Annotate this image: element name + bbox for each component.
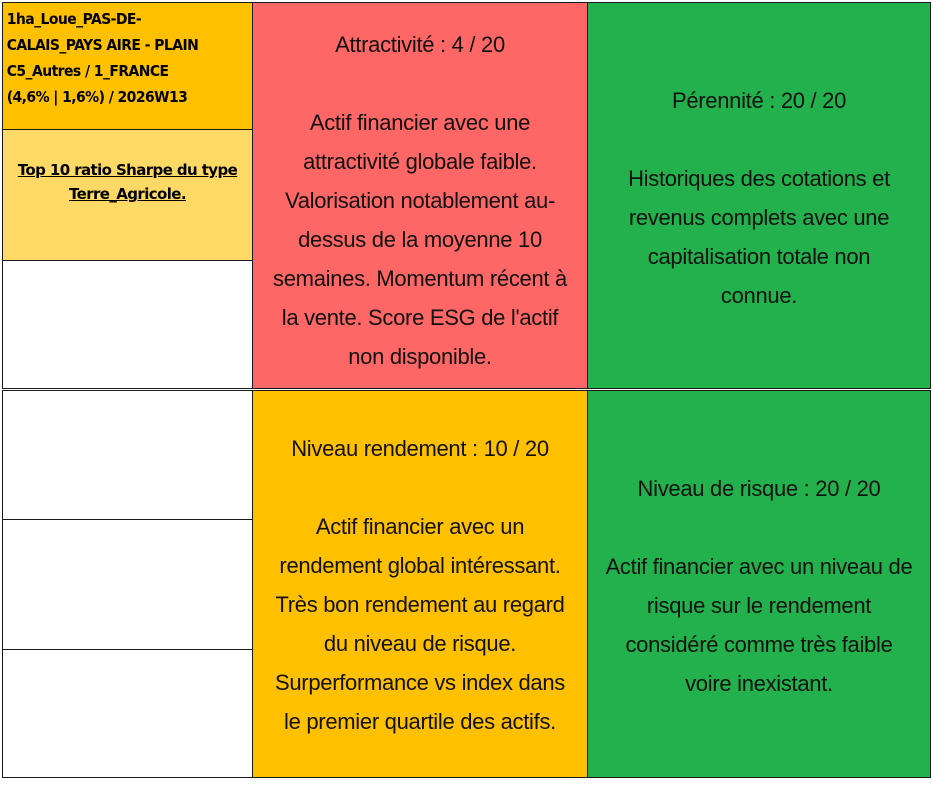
asset-title-line: C5_Autres / 1_FRANCE [6, 62, 169, 80]
attractivite-score: Attractivité : 4 / 20 [335, 32, 505, 57]
empty-cell [2, 649, 253, 778]
perennite-card [587, 2, 931, 389]
attractivite-line: la vente. Score ESG de l'actif [281, 305, 559, 330]
attractivite-description [253, 103, 587, 376]
risque-card [587, 390, 931, 778]
perennite-line: capitalisation totale non [647, 244, 871, 269]
rendement-line: Très bon rendement au regard [275, 592, 565, 617]
empty-cell [2, 519, 253, 650]
asset-title-cell [2, 2, 253, 130]
risque-score: Niveau de risque : 20 / 20 [637, 476, 881, 501]
risque-description [588, 547, 930, 703]
attractivite-line: semaines. Momentum récent à [273, 266, 567, 291]
asset-title-line: (4,6% | 1,6%) / 2026W13 [6, 88, 188, 106]
risque-content [588, 469, 930, 703]
risque-line: Actif financier avec un niveau de [605, 554, 913, 579]
attractivite-card [252, 2, 588, 389]
asset-title-line: CALAIS_PAYS AIRE - PLAIN [6, 36, 199, 54]
attractivite-line: non disponible. [348, 344, 492, 369]
rendement-line: rendement global intéressant. [279, 553, 561, 578]
perennite-score: Pérennité : 20 / 20 [671, 88, 847, 113]
perennite-line: revenus complets avec une [628, 205, 890, 230]
ranking-link[interactable] [3, 130, 252, 206]
perennite-content [588, 81, 930, 315]
ranking-link-line[interactable]: Terre_Agricole. [69, 185, 186, 203]
attractivite-content [253, 25, 587, 376]
rendement-line: Actif financier avec un [315, 514, 525, 539]
attractivite-line: Valorisation notablement au- [284, 188, 556, 213]
asset-title [3, 3, 235, 110]
risque-line: risque sur le rendement [646, 593, 872, 618]
perennite-line: Historiques des cotations et [628, 166, 890, 191]
risque-line: considéré comme très faible [625, 632, 893, 657]
rendement-line: du niveau de risque. [323, 631, 517, 656]
attractivite-line: Actif financier avec une [309, 110, 531, 135]
perennite-description [588, 159, 930, 315]
perennite-line: connue. [720, 283, 798, 308]
attractivite-line: dessus de la moyenne 10 [298, 227, 542, 252]
risque-line: voire inexistant. [685, 671, 833, 696]
attractivite-line: attractivité globale faible. [303, 149, 537, 174]
rendement-description [253, 507, 587, 741]
rendement-line: le premier quartile des actifs. [284, 709, 556, 734]
ranking-link-line[interactable]: Top 10 ratio Sharpe du type [17, 161, 238, 179]
ranking-link-cell [2, 129, 253, 261]
rendement-content [253, 429, 587, 741]
rendement-card [252, 390, 588, 778]
empty-cell [2, 390, 253, 520]
asset-title-line: 1ha_Loue_PAS-DE- [6, 10, 142, 28]
rendement-line: Surperformance vs index dans [275, 670, 565, 695]
rendement-score: Niveau rendement : 10 / 20 [291, 436, 549, 461]
empty-cell [2, 260, 253, 389]
